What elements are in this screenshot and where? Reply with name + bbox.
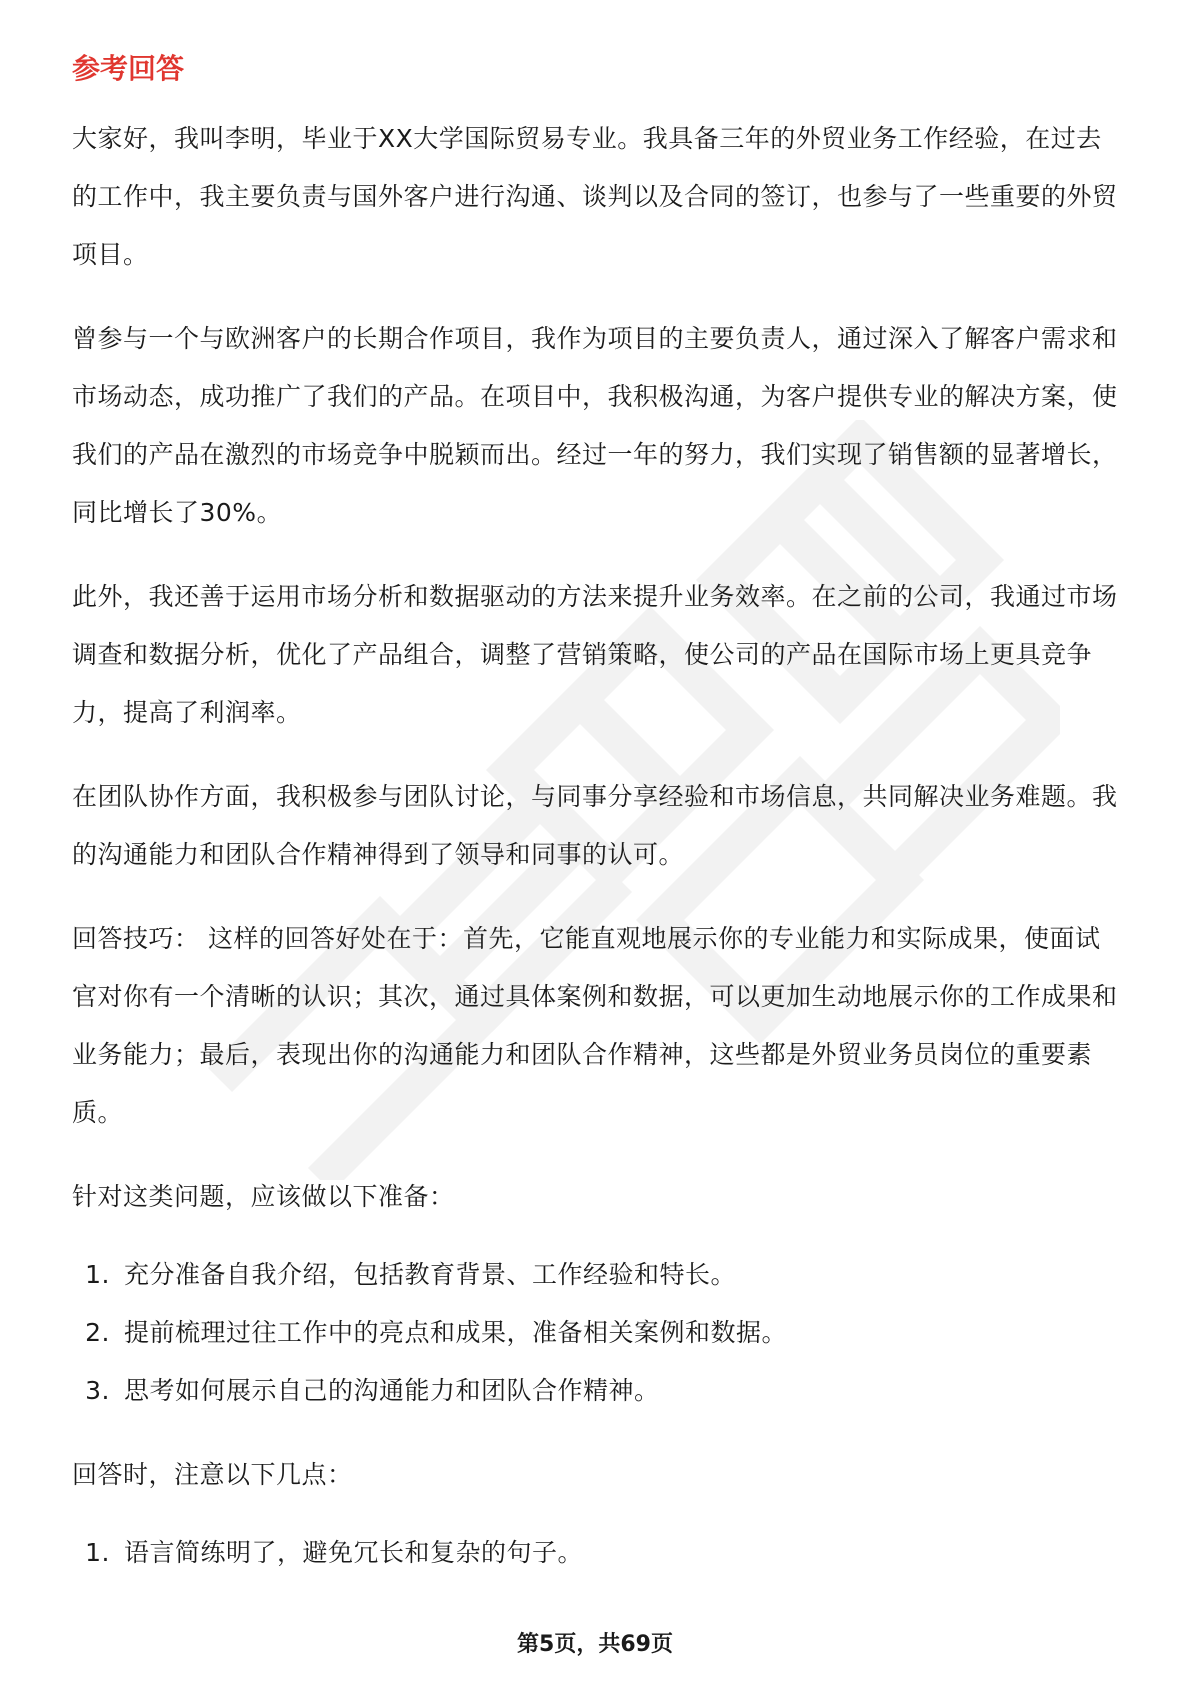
paragraph-analysis: 此外，我还善于运用市场分析和数据驱动的方法来提升业务效率。在之前的公司，我通过市场调查和数据分析，优化了产品组合，调整了营销策略，使公司的产品在国际市场上更具竞争力，提高了利润率。 [72, 582, 1118, 727]
prep-intro: 针对这类问题，应该做以下准备： [72, 1182, 455, 1211]
list-item-number: 3. [85, 1376, 110, 1405]
paragraph-intro: 大家好，我叫李明，毕业于XX大学国际贸易专业。我具备三年的外贸业务工作经验，在过去的工作中，我主要负责与国外客户进行沟通、谈判以及合同的签订，也参与了一些重要的外贸项目。 [72, 124, 1118, 269]
list-item [72, 1524, 1118, 1582]
notes-intro: 回答时，注意以下几点： [72, 1460, 353, 1489]
paragraph-project: 曾参与一个与欧洲客户的长期合作项目，我作为项目的主要负责人，通过深入了解客户需求和市场动态，成功推广了我们的产品。在项目中，我积极沟通，为客户提供专业的解决方案，使我们的产品在激烈的市场竞争中脱颖而出。经过一年的努力，我们实现了销售额的显著增长，同比增长了30%。 [72, 324, 1118, 527]
paragraph-teamwork: 在团队协作方面，我积极参与团队讨论，与同事分享经验和市场信息，共同解决业务难题。我的沟通能力和团队合作精神得到了领导和同事的认可。 [72, 782, 1118, 869]
prep-list [72, 1246, 1118, 1420]
list-item-text: 语言简练明了，避免冗长和复杂的句子。 [124, 1538, 584, 1567]
document-page [72, 48, 1118, 1582]
paragraph-tips: 回答技巧： 这样的回答好处在于：首先，它能直观地展示你的专业能力和实际成果，使面试官对你有一个清晰的认识；其次，通过具体案例和数据，可以更加生动地展示你的工作成果和业务能力；最后，表现出你的沟通能力和团队合作精神，这些都是外贸业务员岗位的重要素质。 [72, 924, 1118, 1127]
section-title: 参考回答 [72, 52, 185, 85]
list-item-text: 充分准备自我介绍，包括教育背景、工作经验和特长。 [124, 1260, 737, 1289]
list-item-text: 思考如何展示自己的沟通能力和团队合作精神。 [124, 1376, 660, 1405]
list-item [72, 1362, 1118, 1420]
notes-list [72, 1524, 1118, 1582]
list-item [72, 1246, 1118, 1304]
list-item-number: 2. [85, 1318, 110, 1347]
list-item [72, 1304, 1118, 1362]
page-number-footer: 第5页，共69页 [517, 1632, 673, 1657]
list-item-number: 1. [85, 1260, 110, 1289]
list-item-number: 1. [85, 1538, 110, 1567]
list-item-text: 提前梳理过往工作中的亮点和成果，准备相关案例和数据。 [124, 1318, 788, 1347]
